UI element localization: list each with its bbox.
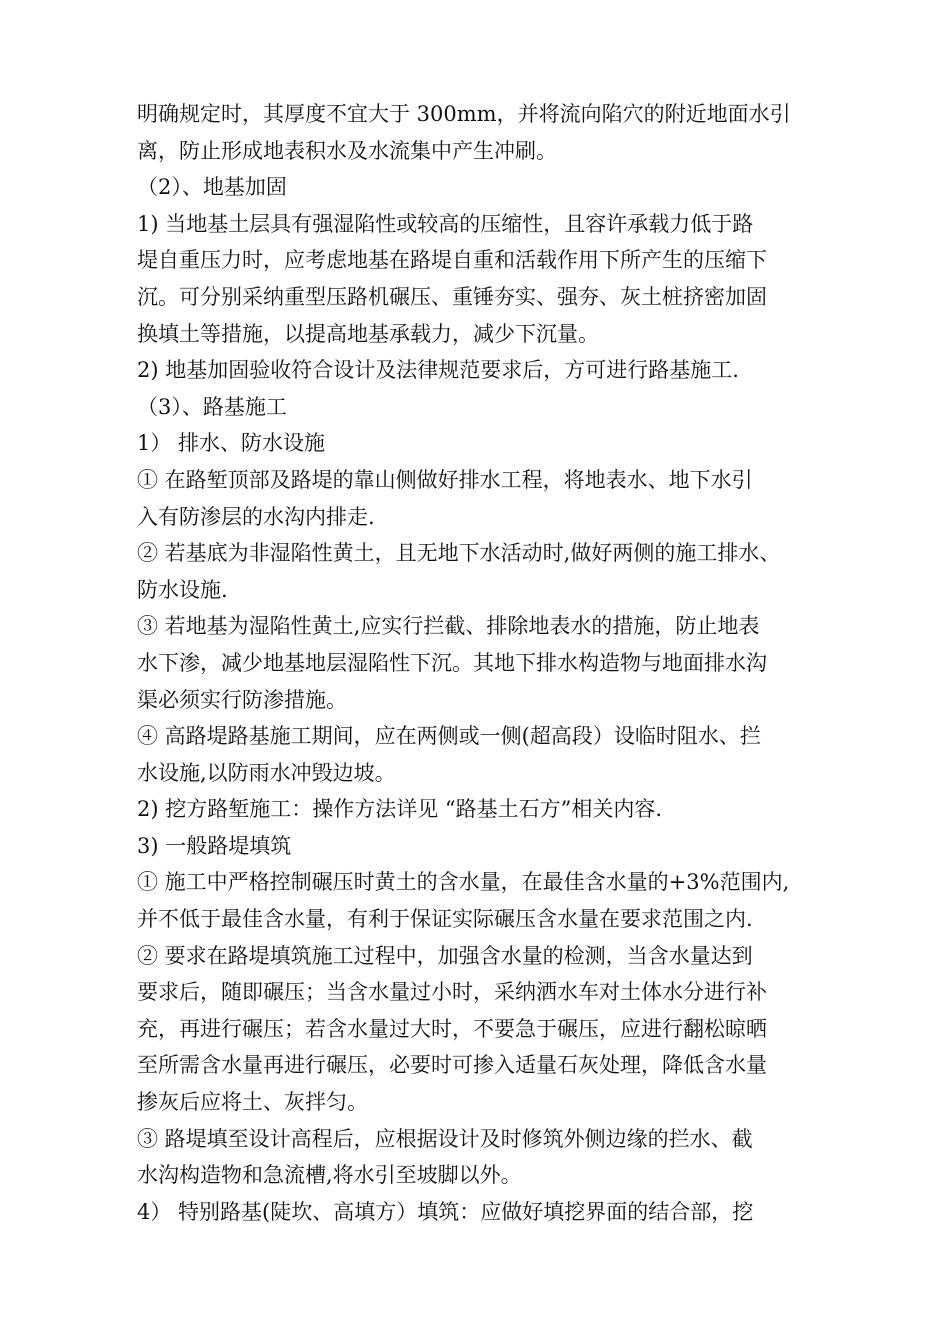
text-line: ④ 高路堤路基施工期间，应在两侧或一侧(超高段）设临时阻水、拦 <box>137 724 761 749</box>
text-line: 1) 当地基土层具有强湿陷性或较高的压缩性，且容许承载力低于路 <box>137 211 754 236</box>
text-line: 防水设施. <box>137 577 228 602</box>
text-line: 水下渗，减少地基地层湿陷性下沉。其地下排水构造物与地面排水沟 <box>137 650 767 675</box>
body-text <box>137 96 827 1230</box>
text-line: ② 若基底为非湿陷性黄土，且无地下水活动时,做好两侧的施工排水、 <box>137 541 781 566</box>
text-line: ① 施工中严格控制碾压时黄土的含水量，在最佳含水量的+3%范围内, <box>137 870 790 895</box>
text-line: 2) 挖方路堑施工：操作方法详见 “路基土石方”相关内容. <box>137 797 663 822</box>
text-line: 掺灰后应将土、灰拌匀。 <box>137 1090 368 1115</box>
text-line: 明确规定时，其厚度不宜大于 300mm，并将流向陷穴的附近地面水引 <box>137 102 791 126</box>
subsection-heading: 3) 一般路堤填筑 <box>137 833 292 858</box>
text-line: 2) 地基加固验收符合设计及法律规范要求后，方可进行路基施工. <box>137 358 739 383</box>
text-line: ① 在路堑顶部及路堤的靠山侧做好排水工程，将地表水、地下水引 <box>137 467 753 492</box>
text-line: 堤自重压力时，应考虑地基在路堤自重和活载作用下所产生的压缩下 <box>137 248 767 273</box>
text-line: 并不低于最佳含水量，有利于保证实际碾压含水量在要求范围之内. <box>137 907 753 932</box>
text-line: 要求后，随即碾压；当含水量过小时，采纳洒水车对土体水分进行补 <box>137 980 767 1005</box>
text-line: 至所需含水量再进行碾压，必要时可掺入适量石灰处理，降低含水量 <box>137 1053 767 1078</box>
text-line: 水设施,以防雨水冲毁边坡。 <box>137 760 396 785</box>
text-line: 4） 特别路基(陡坎、高填方）填筑：应做好填挖界面的结合部，挖 <box>137 1199 754 1224</box>
text-line: ③ 路堤填至设计高程后，应根据设计及时修筑外侧边缘的拦水、截 <box>137 1126 753 1151</box>
section-heading: （3）、路基施工 <box>137 394 287 419</box>
subsection-heading: 1） 排水、防水设施 <box>137 431 326 456</box>
text-line: ③ 若地基为湿陷性黄土,应实行拦截、排除地表水的措施，防止地表 <box>137 614 760 639</box>
text-line: 沉。可分别采纳重型压路机碾压、重锤夯实、强夯、灰土桩挤密加固 <box>137 284 767 309</box>
text-line: 渠必须实行防渗措施。 <box>137 687 347 712</box>
text-line: ② 要求在路堤填筑施工过程中，加强含水量的检测，当含水量达到 <box>137 943 753 968</box>
text-line: 入有防渗层的水沟内排走. <box>137 504 375 529</box>
text-line: 换填土等措施，以提高地基承载力，减少下沉量。 <box>137 321 599 346</box>
text-line: 离，防止形成地表积水及水流集中产生冲刷。 <box>137 138 557 163</box>
text-line: 水沟构造物和急流槽,将水引至坡脚以外。 <box>137 1163 522 1188</box>
section-heading: （2）、地基加固 <box>137 175 287 200</box>
text-line: 充，再进行碾压；若含水量过大时，不要急于碾压，应进行翻松晾晒 <box>137 1016 767 1041</box>
